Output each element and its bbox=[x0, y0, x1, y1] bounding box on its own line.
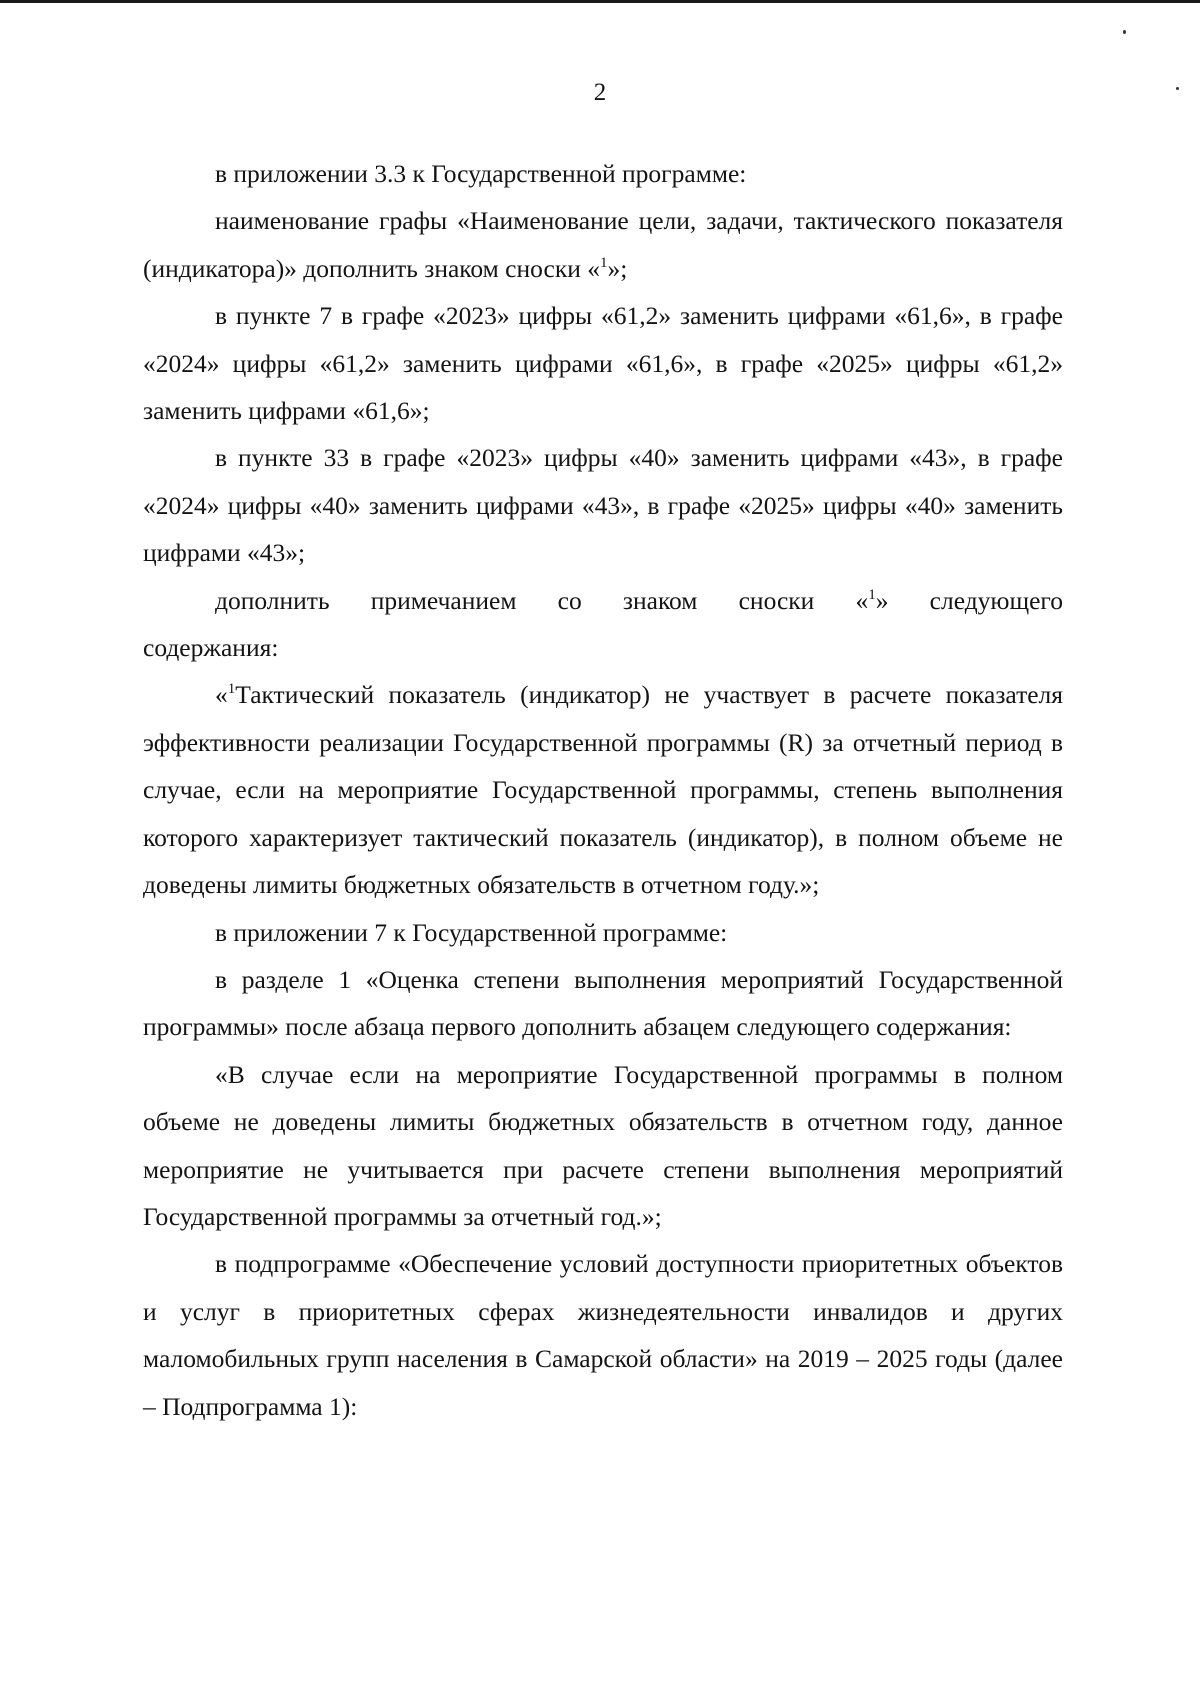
page-number: 2 bbox=[593, 79, 607, 106]
scan-top-edge bbox=[0, 0, 1200, 3]
paragraph: в пункте 33 в графе «2023» цифры «40» заменить цифрами «43», в графе «2024» цифры «40» заменить цифрами «43», в графе «2025» цифры «40» заменить цифрами «43»; bbox=[143, 443, 1063, 568]
document-body bbox=[143, 150, 1063, 1430]
paragraph: в разделе 1 «Оценка степени выполнения мероприятий Государственной программы» после абзаца первого дополнить абзацем следующего содержания: bbox=[143, 964, 1063, 1042]
paragraph: в приложении 7 к Государственной программе: bbox=[215, 917, 728, 947]
footnote-mark: 1 bbox=[600, 254, 608, 271]
paragraph: в подпрограмме «Обеспечение условий доступности приоритетных объектов и услуг в приоритетных сферах жизнедеятельности инвалидов и других маломобильных групп населения в Самарской области» на 2019 – 2025 годы (далее – Подпрограмма 1): bbox=[143, 1249, 1063, 1421]
paragraph: «$^1$Тактический показатель (индикатор) не участвует в расчете показателя эффективности реализации Государственной программы (R) за отчетный период в случае, если на мероприятие Государственной программы, степень выполнения которого характеризует тактический показатель (индикатор), в полном объеме не доведены лимиты бюджетных обязательств в отчетном году.»; bbox=[143, 680, 1063, 900]
paragraph: содержания: bbox=[143, 633, 279, 663]
footnote-mark: 1 bbox=[868, 586, 876, 603]
paragraph: в приложении 3.3 к Государственной программе: bbox=[215, 159, 747, 188]
scan-speck bbox=[1123, 30, 1126, 34]
paragraph: дополнить примечанием со знаком сноски «$^1$» следующего bbox=[215, 585, 1063, 615]
footnote-mark: 1 bbox=[227, 681, 236, 698]
paragraph: в пункте 7 в графе «2023» цифры «61,2» заменить цифрами «61,6», в графе «2024» цифры «61,2» заменить цифрами «61,6», в графе «2025» цифры «61,2» заменить цифрами «61,6»; bbox=[143, 301, 1063, 426]
paragraph: «В случае если на мероприятие Государственной программы в полном объеме не доведены лимиты бюджетных обязательств в отчетном году, данное мероприятие не учитывается при расчете степени выполнения мероприятий Государственной программы за отчетный год.»; bbox=[143, 1059, 1063, 1231]
paragraph: наименование графы «Наименование цели, задачи, тактического показателя (индикатора)» дополнить знаком сноски «$^1$»; bbox=[143, 206, 1063, 283]
